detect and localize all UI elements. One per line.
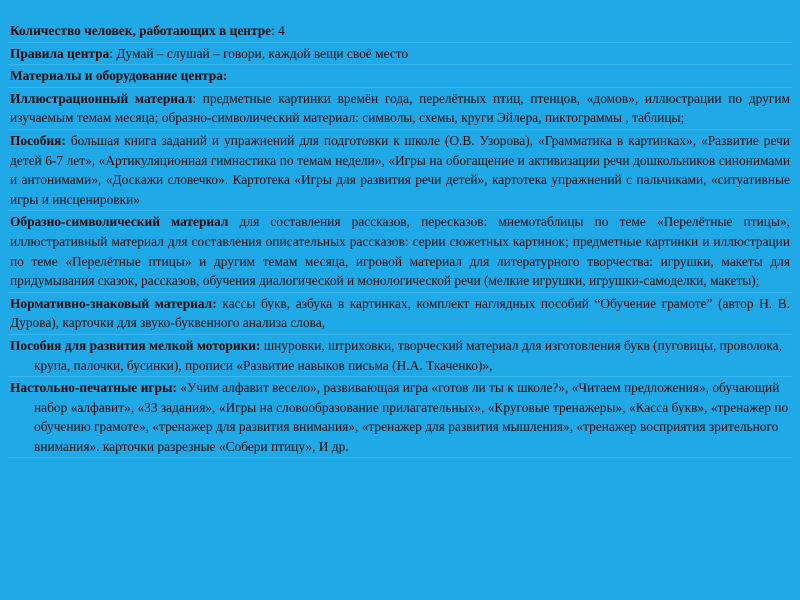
staff-count-line [8,20,792,43]
board-games-paragraph [8,377,792,458]
board-games-text: «Учим алфавит весело», развивающая игра «готов ли ты к школе?», «Читаем предложения», обучающий набор «алфавит», «33 задания», «Игры на словообразование прилагательных», «Круговые тренажеры», «Касса букв», «тренажер по обучению грамоте», «тренажер для развития внимания», «тренажер для развития мышления», «тренажер восприятия зрительного внимания». карточки разрезные «Собери птицу», И др. [34,380,789,454]
manuals-text: большая книга заданий и упражнений для подготовки к школе (О.В. Узорова), «Грамматика в картинках», «Развитие речи детей 6-7 лет», «Артикуляционная гимнастика по темам недели», «Игры на обогащение и активизации речи дошкольников синонимами и антонимами», «Доскажи словечко». Картотека «Игры для развития речи детей», картотека упражнений с пальчиками, «ситуативные игры и инсценировки» [10,132,790,207]
symbolic-material-label: Образно-символический материал [10,214,229,230]
fine-motor-label: Пособия для развития мелкой моторики: [10,337,261,353]
staff-count-value: : 4 [271,23,285,38]
center-rules-text: : Думай – слушай – говори, каждой вещи своё место [109,45,409,61]
center-rules-line [8,43,792,66]
illustrative-material-paragraph [8,88,792,130]
board-games-label: Настольно-печатные игры: [10,380,177,396]
staff-count-label: Количество человек, работающих в центре [10,23,272,38]
center-rules-label: Правила центра [10,45,110,61]
materials-heading: Материалы и оборудование центра: [8,65,792,88]
symbolic-material-paragraph [8,211,792,292]
illustrative-material-label: Иллюстрационный материал [10,90,193,106]
normative-material-label: Нормативно-знаковый материал: [10,295,217,311]
fine-motor-text: шнуровки, штриховки, творческий материал для изготовления букв (пуговицы, проволока, крупа, палочки, бусинки), прописи «Развитие навыков письма (Н.А. Ткаченко)», [34,337,782,373]
symbolic-material-text: для составления рассказов, пересказов: мнемотаблицы по теме «Перелётные птицы», иллюстративный материал для составления описательных рассказов: серии сюжетных картинок; предметные картинки и иллюстрации по теме «Перелётные птицы» и другим темам месяца, игровой материал для литературного творчества: игрушки, макеты для придумывания сказок, рассказов, обучения диалогической и монологической речи (мелкие игрушки, игрушки-самоделки, макеты); [10,214,790,289]
manuals-label: Пособия: [10,132,66,148]
slide-content [8,20,792,458]
manuals-paragraph [8,130,792,211]
illustrative-material-text: : предметные картинки времён года, перелётных птиц, птенцов, «домов», иллюстрации по другим изучаемым темам месяца; образно-символический материал: символы, схемы, круги Эйлера, пиктограммы , таблицы; [10,90,790,126]
fine-motor-paragraph [8,335,792,377]
normative-material-paragraph [8,293,792,335]
normative-material-text: кассы букв, азбука в картинках, комплект наглядных пособий “Обучение грамоте” (автор Н. В. Дурова), карточки для звуко-буквенного анализа слова, [10,295,791,331]
